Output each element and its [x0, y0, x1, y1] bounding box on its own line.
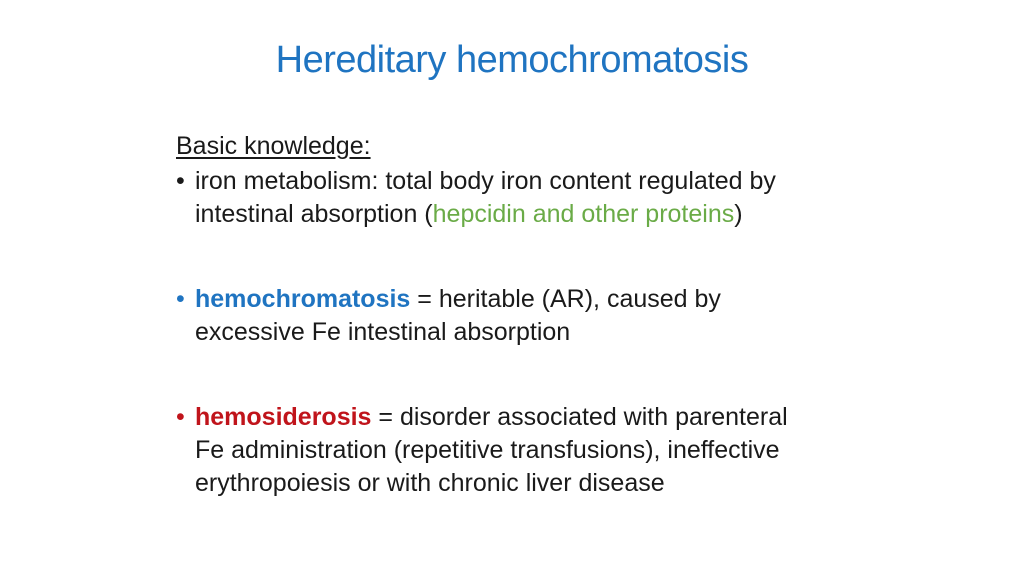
bullet-text: excessive Fe intestinal absorption — [195, 318, 571, 346]
slide-title: Hereditary hemochromatosis — [275, 39, 749, 81]
subheading: Basic knowledge: — [176, 132, 371, 160]
bullet-line — [195, 434, 876, 467]
bullet-line — [195, 316, 876, 349]
term-hemosiderosis: hemosiderosis — [195, 403, 372, 431]
bullet-dot: • — [176, 403, 185, 431]
bullet-line — [195, 283, 876, 316]
highlight-hepcidin: hepcidin and other proteins — [432, 200, 735, 228]
bullet-text: Fe administration (repetitive transfusions), ineffective — [195, 436, 780, 464]
bullet-dot: • — [176, 285, 185, 313]
term-hemochromatosis: hemochromatosis — [195, 285, 411, 313]
bullet-iron-metabolism — [176, 165, 876, 231]
bullet-text: erythropoiesis or with chronic liver disease — [195, 469, 665, 497]
bullet-hemosiderosis — [176, 401, 876, 500]
bullet-text: iron metabolism: total body iron content regulated by — [195, 167, 776, 195]
bullet-line — [195, 467, 876, 500]
bullet-line — [195, 165, 876, 198]
bullet-text: ) — [734, 200, 743, 228]
bullet-line — [195, 198, 876, 231]
bullet-text: intestinal absorption ( — [195, 200, 433, 228]
bullet-text: = disorder associated with parenteral — [371, 403, 788, 431]
bullet-line — [195, 401, 876, 434]
slide-content — [176, 130, 876, 500]
bullet-hemochromatosis — [176, 283, 876, 349]
bullet-dot: • — [176, 167, 185, 195]
bullet-text: = heritable (AR), caused by — [410, 285, 721, 313]
